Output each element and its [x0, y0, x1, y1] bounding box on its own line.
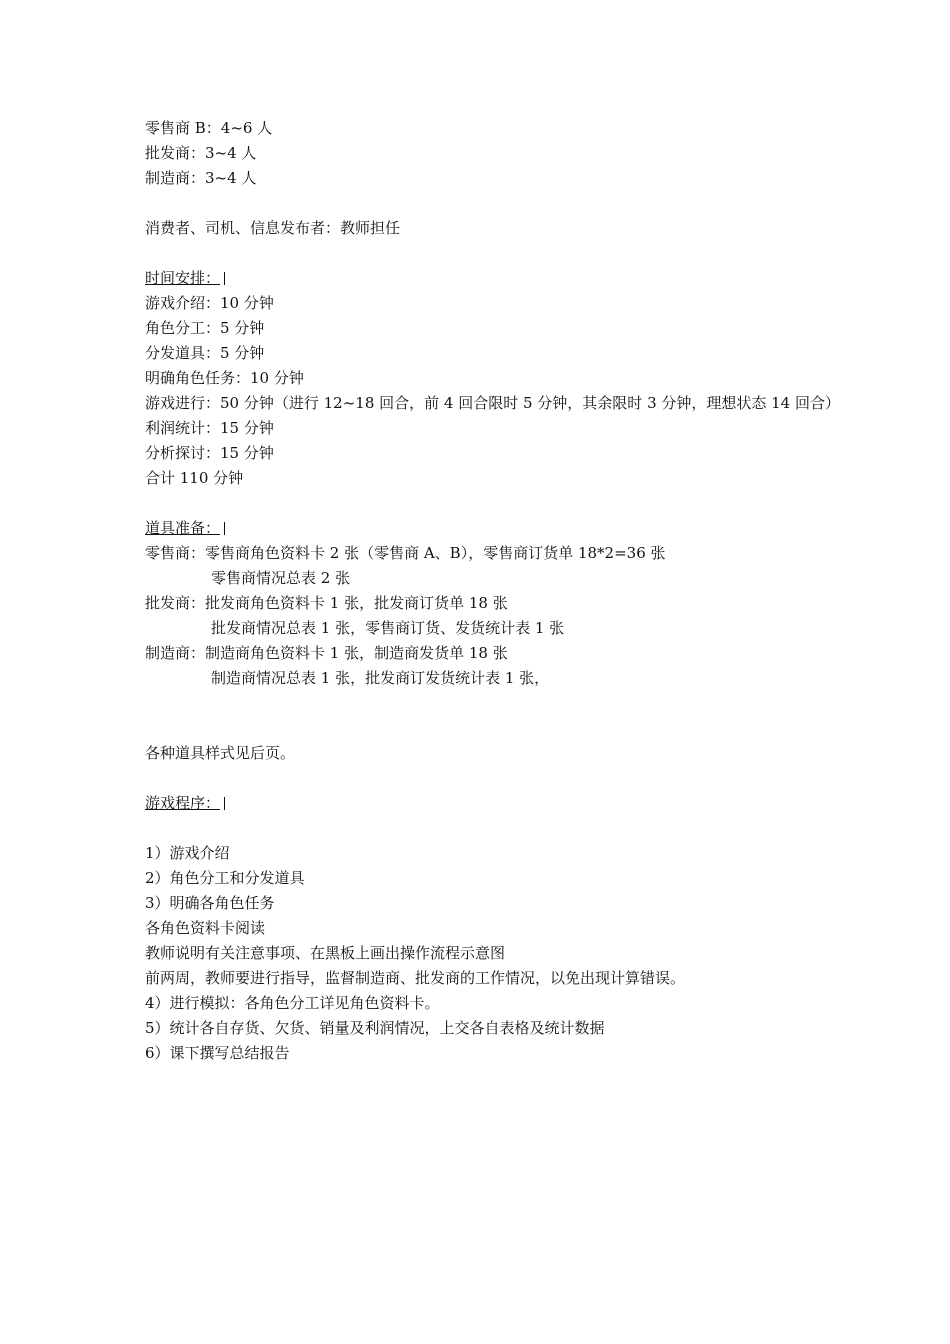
props-section: [145, 516, 835, 766]
procedure-step: 6）课下撰写总结报告: [145, 1044, 290, 1062]
schedule-item: 利润统计：15 分钟: [145, 419, 274, 437]
procedure-step: 2）角色分工和分发道具: [145, 869, 305, 887]
procedure-step: 教师说明有关注意事项、在黑板上画出操作流程示意图: [145, 944, 506, 962]
props-line: 批发商：批发商角色资料卡 1 张，批发商订货单 18 张: [145, 594, 508, 612]
schedule-item: 分析探讨：15 分钟: [145, 444, 274, 462]
props-line: 零售商情况总表 2 张: [211, 569, 351, 587]
props-line: 制造商情况总表 1 张，批发商订发货统计表 1 张，: [211, 669, 550, 687]
procedure-step: 5）统计各自存货、欠货、销量及利润情况，上交各自表格及统计数据: [145, 1019, 605, 1037]
document-page: [145, 116, 840, 1066]
schedule-item: 角色分工：5 分钟: [145, 319, 265, 337]
role-retailer-b: 零售商 B：4~6 人: [145, 119, 273, 137]
props-note: 各种道具样式见后页。: [145, 744, 296, 762]
schedule-total: 合计 110 分钟: [145, 469, 244, 487]
procedure-heading: 游戏程序：: [145, 794, 225, 812]
schedule-heading: 时间安排：: [145, 269, 225, 287]
schedule-item: 明确角色任务：10 分钟: [145, 369, 304, 387]
schedule-item: 游戏介绍：10 分钟: [145, 294, 274, 312]
procedure-section: [145, 791, 835, 1066]
props-heading: 道具准备：: [145, 519, 225, 537]
procedure-step: 1）游戏介绍: [145, 844, 230, 862]
schedule-section: [145, 266, 840, 491]
props-line: 制造商：制造商角色资料卡 1 张，制造商发货单 18 张: [145, 644, 508, 662]
role-wholesaler: 批发商：3~4 人: [145, 144, 257, 162]
role-manufacturer: 制造商：3~4 人: [145, 169, 257, 187]
teacher-roles: 消费者、司机、信息发布者：教师担任: [145, 219, 401, 237]
procedure-step: 前两周，教师要进行指导，监督制造商、批发商的工作情况，以免出现计算错误。: [145, 969, 686, 987]
procedure-step: 3）明确各角色任务: [145, 894, 275, 912]
procedure-step: 4）进行模拟：各角色分工详见角色资料卡。: [145, 994, 440, 1012]
schedule-item: 游戏进行：50 分钟（进行 12~18 回合，前 4 回合限时 5 分钟，其余限时 3 分钟，理想状态 14 回合）: [145, 394, 840, 412]
props-line: 零售商：零售商角色资料卡 2 张（零售商 A、B），零售商订货单 18*2=36 张: [145, 544, 666, 562]
schedule-item: 分发道具：5 分钟: [145, 344, 265, 362]
role-list: [145, 116, 835, 191]
props-line: 批发商情况总表 1 张，零售商订货、发货统计表 1 张: [211, 619, 565, 637]
procedure-step: 各角色资料卡阅读: [145, 919, 266, 937]
